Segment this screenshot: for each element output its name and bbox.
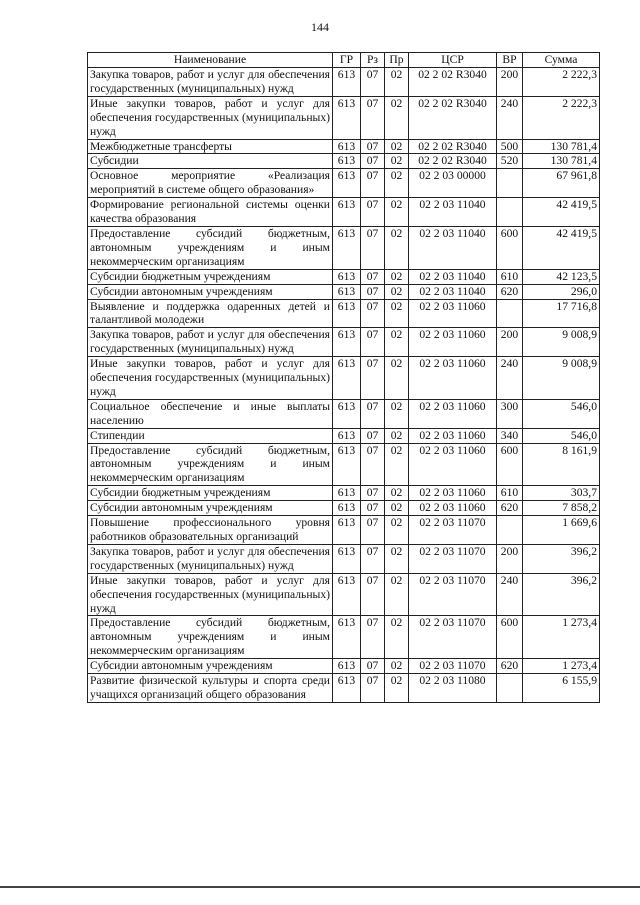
cell-sum: 9 008,9 [523, 357, 600, 400]
cell-sum: 1 669,6 [523, 516, 600, 545]
cell-gr: 613 [333, 544, 361, 573]
cell-sum: 17 716,8 [523, 299, 600, 328]
cell-pr: 02 [385, 68, 409, 97]
cell-sum: 396,2 [523, 573, 600, 616]
table-row [88, 96, 600, 139]
cell-csr: 02 2 03 11070 [409, 616, 497, 659]
cell-vr: 300 [497, 399, 523, 428]
table-row [88, 674, 600, 703]
table-row [88, 486, 600, 501]
cell-csr: 02 2 03 11040 [409, 226, 497, 269]
header-sum: Сумма [523, 53, 600, 68]
cell-gr: 613 [333, 96, 361, 139]
cell-rz: 07 [361, 96, 385, 139]
cell-csr: 02 2 03 11070 [409, 516, 497, 545]
cell-name: Предоставление субсидий бюджетным, автономным учреждениям и иным некоммерческим организациям [88, 616, 333, 659]
cell-pr: 02 [385, 399, 409, 428]
cell-sum: 42 123,5 [523, 269, 600, 284]
header-vr: ВР [497, 53, 523, 68]
cell-rz: 07 [361, 486, 385, 501]
cell-csr: 02 2 02 R3040 [409, 139, 497, 154]
table-row [88, 284, 600, 299]
cell-rz: 07 [361, 328, 385, 357]
cell-pr: 02 [385, 169, 409, 198]
cell-gr: 613 [333, 357, 361, 400]
cell-name: Социальное обеспечение и иные выплаты населению [88, 399, 333, 428]
page-bottom-rule [0, 886, 640, 888]
table-row [88, 501, 600, 516]
cell-name: Иные закупки товаров, работ и услуг для обеспечения государственных (муниципальных) нужд [88, 96, 333, 139]
page-number: 144 [311, 20, 329, 34]
cell-vr: 600 [497, 616, 523, 659]
table-row [88, 299, 600, 328]
cell-gr: 613 [333, 284, 361, 299]
table-body [88, 68, 600, 703]
cell-vr [497, 674, 523, 703]
table-row [88, 328, 600, 357]
cell-vr [497, 516, 523, 545]
cell-gr: 613 [333, 516, 361, 545]
table-row [88, 226, 600, 269]
cell-csr: 02 2 03 11060 [409, 299, 497, 328]
cell-pr: 02 [385, 501, 409, 516]
cell-gr: 613 [333, 269, 361, 284]
cell-sum: 9 008,9 [523, 328, 600, 357]
cell-vr: 340 [497, 428, 523, 443]
cell-gr: 613 [333, 154, 361, 169]
cell-gr: 613 [333, 139, 361, 154]
cell-csr: 02 2 03 11060 [409, 443, 497, 486]
cell-name: Повышение профессионального уровня работников образовательных организаций [88, 516, 333, 545]
cell-rz: 07 [361, 544, 385, 573]
cell-name: Закупка товаров, работ и услуг для обеспечения государственных (муниципальных) нужд [88, 328, 333, 357]
cell-sum: 546,0 [523, 399, 600, 428]
cell-sum: 1 273,4 [523, 616, 600, 659]
cell-gr: 613 [333, 428, 361, 443]
cell-sum: 67 961,8 [523, 169, 600, 198]
cell-pr: 02 [385, 299, 409, 328]
cell-vr: 240 [497, 357, 523, 400]
cell-name: Межбюджетные трансферты [88, 139, 333, 154]
cell-gr: 613 [333, 399, 361, 428]
budget-table [87, 52, 600, 703]
cell-sum: 296,0 [523, 284, 600, 299]
cell-name: Предоставление субсидий бюджетным, автономным учреждениям и иным некоммерческим организациям [88, 443, 333, 486]
cell-rz: 07 [361, 428, 385, 443]
cell-pr: 02 [385, 428, 409, 443]
cell-gr: 613 [333, 486, 361, 501]
cell-pr: 02 [385, 443, 409, 486]
cell-csr: 02 2 03 11060 [409, 399, 497, 428]
cell-name: Предоставление субсидий бюджетным, автономным учреждениям и иным некоммерческим организациям [88, 226, 333, 269]
cell-pr: 02 [385, 198, 409, 227]
cell-csr: 02 2 03 00000 [409, 169, 497, 198]
cell-pr: 02 [385, 516, 409, 545]
cell-rz: 07 [361, 299, 385, 328]
cell-pr: 02 [385, 284, 409, 299]
cell-pr: 02 [385, 154, 409, 169]
header-pr: Пр [385, 53, 409, 68]
cell-rz: 07 [361, 501, 385, 516]
cell-gr: 613 [333, 501, 361, 516]
table-row [88, 659, 600, 674]
table-row [88, 357, 600, 400]
table-row [88, 169, 600, 198]
cell-pr: 02 [385, 573, 409, 616]
cell-sum: 7 858,2 [523, 501, 600, 516]
cell-gr: 613 [333, 674, 361, 703]
cell-vr [497, 299, 523, 328]
cell-rz: 07 [361, 139, 385, 154]
cell-vr: 200 [497, 68, 523, 97]
cell-rz: 07 [361, 516, 385, 545]
cell-vr: 620 [497, 284, 523, 299]
cell-vr: 620 [497, 659, 523, 674]
cell-rz: 07 [361, 169, 385, 198]
table-row [88, 399, 600, 428]
cell-sum: 1 273,4 [523, 659, 600, 674]
cell-pr: 02 [385, 486, 409, 501]
cell-name: Субсидии автономным учреждениям [88, 659, 333, 674]
cell-rz: 07 [361, 198, 385, 227]
cell-csr: 02 2 03 11060 [409, 501, 497, 516]
header-csr: ЦСР [409, 53, 497, 68]
cell-pr: 02 [385, 616, 409, 659]
cell-rz: 07 [361, 357, 385, 400]
table-row [88, 516, 600, 545]
cell-rz: 07 [361, 154, 385, 169]
cell-pr: 02 [385, 328, 409, 357]
cell-vr: 200 [497, 544, 523, 573]
cell-rz: 07 [361, 284, 385, 299]
cell-sum: 6 155,9 [523, 674, 600, 703]
cell-gr: 613 [333, 198, 361, 227]
cell-gr: 613 [333, 68, 361, 97]
cell-name: Субсидии автономным учреждениям [88, 284, 333, 299]
table-header-row [88, 53, 600, 68]
cell-csr: 02 2 02 R3040 [409, 68, 497, 97]
cell-vr: 240 [497, 96, 523, 139]
cell-vr [497, 198, 523, 227]
table-row [88, 428, 600, 443]
cell-pr: 02 [385, 139, 409, 154]
cell-pr: 02 [385, 269, 409, 284]
cell-vr: 610 [497, 486, 523, 501]
cell-sum: 42 419,5 [523, 226, 600, 269]
cell-pr: 02 [385, 674, 409, 703]
cell-name: Развитие физической культуры и спорта среди учащихся организаций общего образования [88, 674, 333, 703]
cell-vr: 200 [497, 328, 523, 357]
cell-name: Стипендии [88, 428, 333, 443]
cell-csr: 02 2 03 11040 [409, 269, 497, 284]
cell-rz: 07 [361, 226, 385, 269]
cell-gr: 613 [333, 573, 361, 616]
cell-csr: 02 2 03 11060 [409, 357, 497, 400]
cell-pr: 02 [385, 357, 409, 400]
cell-name: Субсидии [88, 154, 333, 169]
cell-name: Субсидии автономным учреждениям [88, 501, 333, 516]
cell-csr: 02 2 03 11060 [409, 428, 497, 443]
cell-vr [497, 169, 523, 198]
cell-rz: 07 [361, 616, 385, 659]
cell-name: Иные закупки товаров, работ и услуг для обеспечения государственных (муниципальных) нужд [88, 357, 333, 400]
cell-rz: 07 [361, 573, 385, 616]
table-row [88, 68, 600, 97]
cell-sum: 8 161,9 [523, 443, 600, 486]
cell-csr: 02 2 03 11060 [409, 486, 497, 501]
cell-sum: 2 222,3 [523, 68, 600, 97]
cell-vr: 610 [497, 269, 523, 284]
table-row [88, 616, 600, 659]
cell-gr: 613 [333, 299, 361, 328]
cell-rz: 07 [361, 659, 385, 674]
cell-csr: 02 2 03 11070 [409, 573, 497, 616]
cell-gr: 613 [333, 443, 361, 486]
cell-pr: 02 [385, 544, 409, 573]
cell-sum: 546,0 [523, 428, 600, 443]
cell-name: Закупка товаров, работ и услуг для обеспечения государственных (муниципальных) нужд [88, 544, 333, 573]
cell-name: Формирование региональной системы оценки качества образования [88, 198, 333, 227]
cell-gr: 613 [333, 328, 361, 357]
cell-name: Выявление и поддержка одаренных детей и талантливой молодежи [88, 299, 333, 328]
cell-csr: 02 2 03 11040 [409, 198, 497, 227]
cell-name: Основное мероприятие «Реализация мероприятий в системе общего образования» [88, 169, 333, 198]
header-rz: Рз [361, 53, 385, 68]
cell-name: Субсидии бюджетным учреждениям [88, 269, 333, 284]
cell-csr: 02 2 02 R3040 [409, 96, 497, 139]
cell-pr: 02 [385, 226, 409, 269]
cell-pr: 02 [385, 659, 409, 674]
cell-rz: 07 [361, 674, 385, 703]
cell-vr: 520 [497, 154, 523, 169]
cell-gr: 613 [333, 659, 361, 674]
cell-name: Субсидии бюджетным учреждениям [88, 486, 333, 501]
cell-gr: 613 [333, 169, 361, 198]
header-gr: ГР [333, 53, 361, 68]
cell-sum: 42 419,5 [523, 198, 600, 227]
cell-sum: 130 781,4 [523, 139, 600, 154]
cell-vr: 500 [497, 139, 523, 154]
table-row [88, 269, 600, 284]
table-row [88, 198, 600, 227]
cell-csr: 02 2 03 11040 [409, 284, 497, 299]
cell-sum: 396,2 [523, 544, 600, 573]
cell-gr: 613 [333, 226, 361, 269]
table-row [88, 544, 600, 573]
cell-name: Закупка товаров, работ и услуг для обеспечения государственных (муниципальных) нужд [88, 68, 333, 97]
cell-csr: 02 2 03 11080 [409, 674, 497, 703]
cell-sum: 303,7 [523, 486, 600, 501]
table-row [88, 443, 600, 486]
cell-csr: 02 2 03 11070 [409, 544, 497, 573]
cell-vr: 600 [497, 226, 523, 269]
cell-csr: 02 2 03 11070 [409, 659, 497, 674]
cell-rz: 07 [361, 269, 385, 284]
cell-csr: 02 2 02 R3040 [409, 154, 497, 169]
header-name: Наименование [88, 53, 333, 68]
cell-rz: 07 [361, 68, 385, 97]
cell-csr: 02 2 03 11060 [409, 328, 497, 357]
cell-sum: 130 781,4 [523, 154, 600, 169]
cell-vr: 240 [497, 573, 523, 616]
table-row [88, 154, 600, 169]
cell-vr: 620 [497, 501, 523, 516]
cell-gr: 613 [333, 616, 361, 659]
table-row [88, 573, 600, 616]
cell-rz: 07 [361, 399, 385, 428]
cell-sum: 2 222,3 [523, 96, 600, 139]
cell-pr: 02 [385, 96, 409, 139]
cell-vr: 600 [497, 443, 523, 486]
table-row [88, 139, 600, 154]
cell-name: Иные закупки товаров, работ и услуг для обеспечения государственных (муниципальных) нужд [88, 573, 333, 616]
cell-rz: 07 [361, 443, 385, 486]
